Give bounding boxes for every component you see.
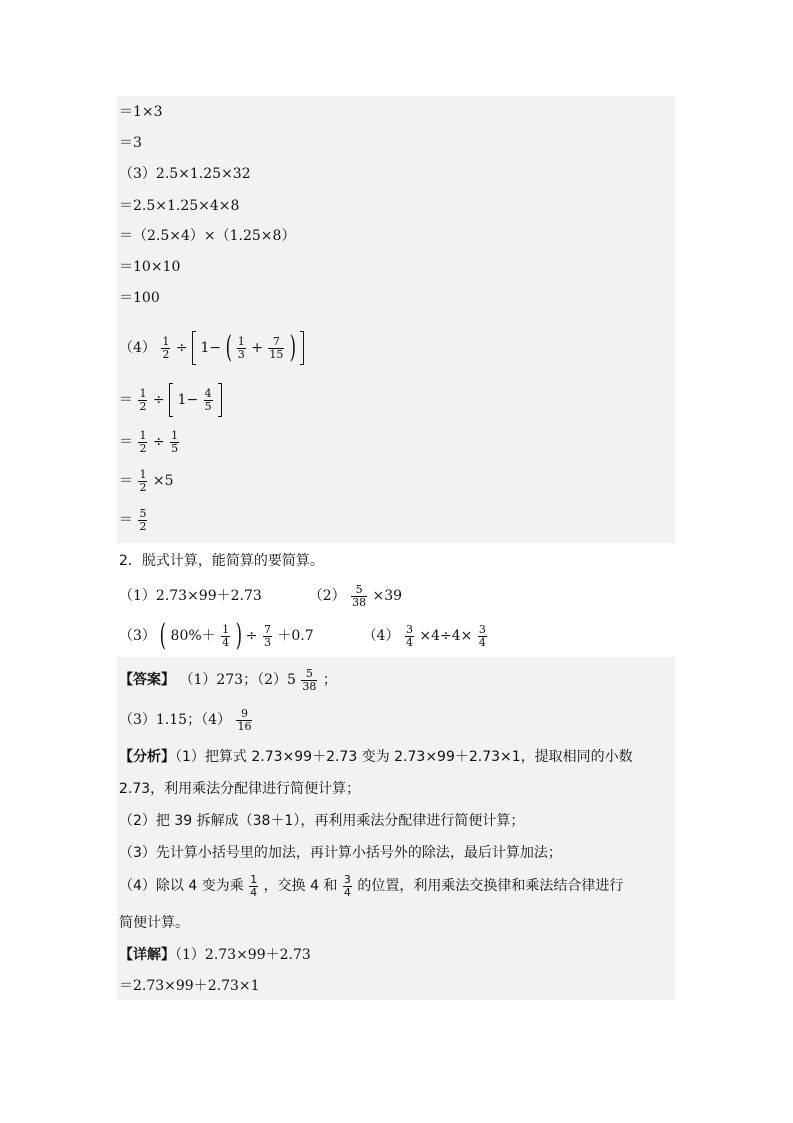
step-line: ＝10×10 xyxy=(119,259,181,275)
step-line: ＝1×3 xyxy=(119,104,163,120)
fraction: $\frac{1}{2}$ xyxy=(139,386,147,413)
analysis-line-1: 【分析】（1）把算式 2.73×99＋2.73 变为 2.73×99＋2.73×1，提取相同的小数 xyxy=(119,749,633,765)
label-4: （4） xyxy=(119,340,156,356)
analysis-line-5: （4）除以 4 变为乘 $\frac{1}{4}$ ，交换 4 和 $\frac{3}{4}$ 的位置，利用乘法交换律和乘法结合律进行 xyxy=(119,872,624,899)
analysis-line-6: 简便计算。 xyxy=(119,915,189,931)
step-line: （3）2.5×1.25×32 xyxy=(119,166,251,182)
bracket-right xyxy=(218,383,222,417)
detail-line-1: 【详解】（1）2.73×99＋2.73 xyxy=(119,947,311,963)
fraction: $\frac{1}{2}$ xyxy=(139,428,147,455)
fraction: $\frac{7}{3}$ xyxy=(263,622,271,649)
fraction: $\frac{3}{4}$ xyxy=(405,622,413,649)
step-line: ＝3 xyxy=(119,135,142,151)
fraction: $\frac{4}{5}$ xyxy=(204,386,212,413)
analysis-line-2: 2.73，利用乘法分配律进行简便计算； xyxy=(119,781,361,797)
op-plus: + xyxy=(251,340,263,356)
fraction: $\frac{9}{16}$ xyxy=(237,706,252,733)
step-line: ＝ $\frac{1}{2}$ ÷ 1− $\frac{4}{5}$ xyxy=(119,382,222,418)
bracket-left xyxy=(192,331,196,365)
q2-problems-row1 xyxy=(119,578,402,614)
q2-p2-label: （2） xyxy=(308,588,346,604)
bracket-right xyxy=(300,331,304,365)
q2-problems-row2: （3） ( 80%＋ $\frac{1}{4}$ ) ÷ $\frac{7}{3}$ ＋0.7 （4） $\frac{3}{4}$ ×4÷4× $\frac{3}{4}$ xyxy=(119,618,486,653)
fraction: $\frac{5}{2}$ xyxy=(139,506,147,533)
answer-line-1: 【答案】 （1）273；（2）5 $\frac{5}{38}$ ； xyxy=(119,666,337,693)
q2-p4-label: （4） xyxy=(362,628,400,644)
step-line-4 xyxy=(119,330,304,366)
fraction: $\frac{1}{2}$ xyxy=(139,467,147,494)
fraction: $\frac{1}{2}$ xyxy=(162,334,170,361)
step-line: ＝2.5×1.25×4×8 xyxy=(119,198,240,214)
op-div: ÷ xyxy=(175,340,188,356)
answer-label: 【答案】 xyxy=(119,672,175,688)
step-line: ＝ $\frac{1}{2}$ ×5 xyxy=(119,467,174,494)
answer-line-2: （3）1.15；（4） $\frac{9}{16}$ xyxy=(119,706,252,733)
fraction: $\frac{1}{3}$ xyxy=(237,334,245,361)
fraction: $\frac{1}{4}$ xyxy=(222,622,230,649)
analysis-line-4: （3）先计算小括号里的加法，再计算小括号外的除法，最后计算加法； xyxy=(119,845,562,861)
analysis-line-3: （2）把 39 拆解成（38＋1），再利用乘法分配律进行简便计算； xyxy=(119,813,525,829)
step-line: ＝（2.5×4）×（1.25×8） xyxy=(119,228,296,244)
paren-left: ( xyxy=(225,330,232,365)
fraction: $\frac{3}{4}$ xyxy=(478,622,486,649)
fraction: $\frac{5}{38}$ xyxy=(302,666,317,693)
fraction: $\frac{1}{4}$ xyxy=(250,872,258,899)
detail-label: 【详解】 xyxy=(119,947,175,963)
q2-p3-label: （3） xyxy=(119,628,156,644)
paren-left: ( xyxy=(160,618,167,653)
step-line: ＝ $\frac{5}{2}$ xyxy=(119,506,147,533)
question-2-title: 2．脱式计算，能简算的要简算。 xyxy=(119,553,324,569)
step-line: ＝ $\frac{1}{2}$ ÷ $\frac{1}{5}$ xyxy=(119,428,179,455)
detail-line-2: ＝2.73×99＋2.73×1 xyxy=(119,978,260,994)
fraction: $\frac{7}{15}$ xyxy=(269,334,284,361)
paren-right: ) xyxy=(289,330,296,365)
op-minus: 1− xyxy=(200,340,222,356)
step-line: ＝100 xyxy=(119,290,160,306)
analysis-label: 【分析】 xyxy=(119,749,175,765)
q2-p1: （1）2.73×99＋2.73 xyxy=(119,588,262,604)
paren-right: ) xyxy=(235,618,242,653)
fraction: $\frac{3}{4}$ xyxy=(343,872,351,899)
bracket-left xyxy=(169,383,173,417)
fraction: $\frac{5}{38}$ xyxy=(352,582,367,609)
fraction: $\frac{1}{5}$ xyxy=(171,428,179,455)
q2-p2-tail: ×39 xyxy=(372,588,403,604)
